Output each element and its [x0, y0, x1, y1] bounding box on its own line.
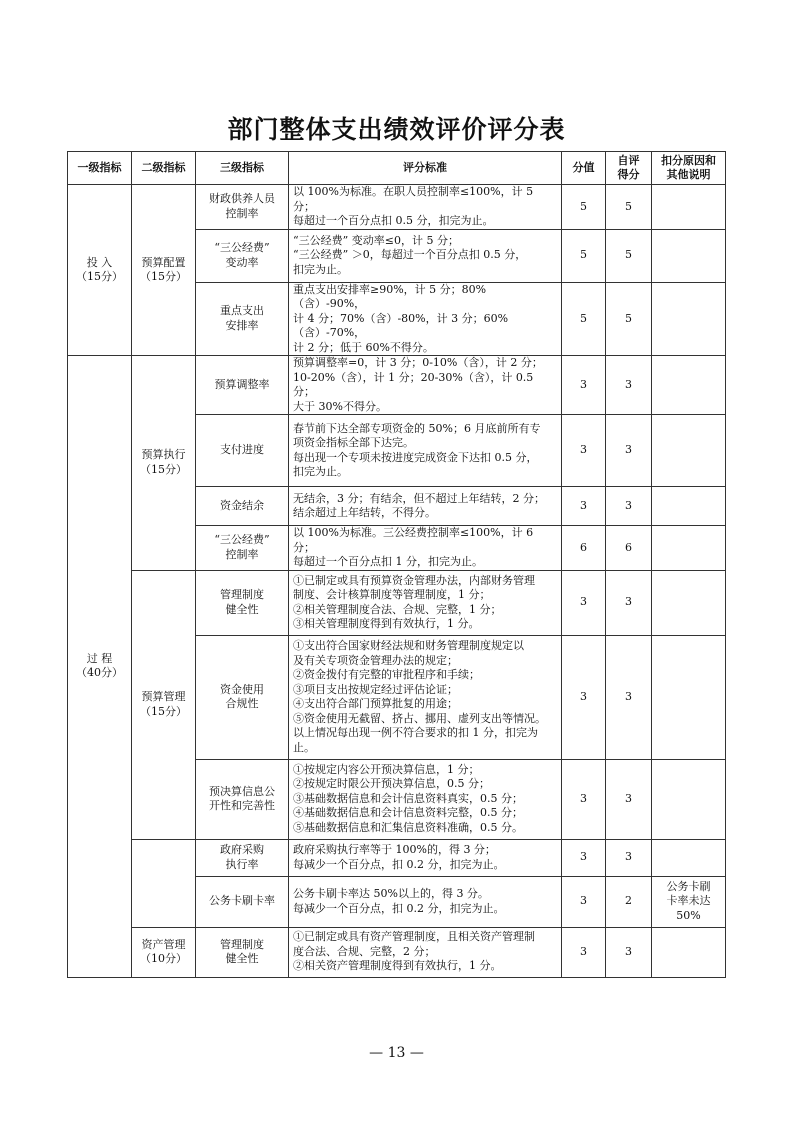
self-score-cell: 3 — [606, 759, 652, 839]
criteria-cell: 无结余，3 分；有结余，但不超过上年结转，2 分； 结余超过上年结转，不得分。 — [289, 487, 562, 526]
note-cell — [652, 570, 726, 635]
criteria-cell: 政府采购执行率等于 100%的，得 3 分； 每减少一个百分点，扣 0.2 分，扣完为止。 — [289, 839, 562, 876]
score-cell: 3 — [562, 839, 606, 876]
level3-cell: 财政供养人员 控制率 — [196, 185, 289, 230]
note-cell — [652, 635, 726, 759]
score-cell: 5 — [562, 185, 606, 230]
criteria-cell: 重点支出安排率≥90%，计 5 分；80%（含）-90%， 计 4 分；70%（含）-80%，计 3 分；60%（含）-70%， 计 2 分；低于 60%不得分。 — [289, 282, 562, 356]
header-cell: 三级指标 — [196, 152, 289, 185]
header-cell: 分值 — [562, 152, 606, 185]
score-cell: 5 — [562, 229, 606, 282]
self-score-cell: 6 — [606, 526, 652, 571]
header-cell: 一级指标 — [68, 152, 132, 185]
level2-cell: 预算执行 （15分） — [132, 356, 196, 571]
criteria-cell: 以 100%为标准。在职人员控制率≤100%，计 5 分； 每超过一个百分点扣 0.5 分，扣完为止。 — [289, 185, 562, 230]
level3-cell: “三公经费” 控制率 — [196, 526, 289, 571]
level3-cell: “三公经费” 变动率 — [196, 229, 289, 282]
criteria-cell: ①支出符合国家财经法规和财务管理制度规定以 及有关专项资金管理办法的规定； ②资金拨付有完整的审批程序和手续； ③项目支出按规定经过评估论证； ④支出符合部门预算批复的用途； ⑤资金使用无截留、挤占、挪用、虚列支出等情况。 以上情况每出现一例不符合要求的扣 1 分，扣完为止。 — [289, 635, 562, 759]
note-cell — [652, 415, 726, 487]
score-cell: 3 — [562, 876, 606, 927]
criteria-cell: ①按规定内容公开预决算信息，1 分； ②按规定时限公开预决算信息，0.5 分； ③基础数据信息和会计信息资料真实，0.5 分； ④基础数据信息和会计信息资料完整，0.5 分； ⑤基础数据信息和汇集信息资料准确，0.5 分。 — [289, 759, 562, 839]
self-score-cell: 3 — [606, 415, 652, 487]
header-cell: 评分标准 — [289, 152, 562, 185]
score-cell: 3 — [562, 570, 606, 635]
note-cell — [652, 356, 726, 415]
level2-cell — [132, 839, 196, 927]
criteria-cell: ①已制定或具有资产管理制度，且相关资产管理制 度合法、合规、完整，2 分； ②相关资产管理制度得到有效执行，1 分。 — [289, 927, 562, 977]
header-row — [68, 152, 726, 185]
score-cell: 6 — [562, 526, 606, 571]
criteria-cell: 预算调整率=0，计 3 分；0-10%（含），计 2 分； 10-20%（含），计 1 分；20-30%（含），计 0.5 分； 大于 30%不得分。 — [289, 356, 562, 415]
note-cell: 公务卡刷 卡率未达 50% — [652, 876, 726, 927]
self-score-cell: 3 — [606, 487, 652, 526]
self-score-cell: 2 — [606, 876, 652, 927]
criteria-cell: 春节前下达全部专项资金的 50%；6 月底前所有专 项资金指标全部下达完。 每出现一个专项未按进度完成资金下达扣 0.5 分， 扣完为止。 — [289, 415, 562, 487]
level3-cell: 重点支出 安排率 — [196, 282, 289, 356]
table-row — [68, 570, 726, 635]
note-cell — [652, 526, 726, 571]
table-row — [68, 927, 726, 977]
level3-cell: 预算调整率 — [196, 356, 289, 415]
note-cell — [652, 839, 726, 876]
header-cell: 扣分原因和 其他说明 — [652, 152, 726, 185]
note-cell — [652, 282, 726, 356]
table-row — [68, 839, 726, 876]
header-cell: 自评 得分 — [606, 152, 652, 185]
score-cell: 3 — [562, 415, 606, 487]
criteria-cell: ①已制定或具有预算资金管理办法，内部财务管理 制度、会计核算制度等管理制度，1 分； ②相关管理制度合法、合规、完整，1 分； ③相关管理制度得到有效执行，1 分。 — [289, 570, 562, 635]
page-number: — 13 — — [369, 1045, 424, 1061]
criteria-cell: 以 100%为标准。三公经费控制率≤100%，计 6 分； 每超过一个百分点扣 1 分，扣完为止。 — [289, 526, 562, 571]
level2-cell: 预算管理 （15分） — [132, 570, 196, 839]
score-cell: 3 — [562, 487, 606, 526]
level2-cell: 资产管理 （10分） — [132, 927, 196, 977]
self-score-cell: 3 — [606, 570, 652, 635]
level3-cell: 管理制度 健全性 — [196, 570, 289, 635]
level3-cell: 公务卡刷卡率 — [196, 876, 289, 927]
score-cell: 3 — [562, 635, 606, 759]
score-cell: 3 — [562, 759, 606, 839]
level3-cell: 资金使用 合规性 — [196, 635, 289, 759]
score-table — [67, 151, 726, 978]
note-cell — [652, 487, 726, 526]
level3-cell: 预决算信息公 开性和完善性 — [196, 759, 289, 839]
level3-cell: 管理制度 健全性 — [196, 927, 289, 977]
level3-cell: 支付进度 — [196, 415, 289, 487]
level3-cell: 政府采购 执行率 — [196, 839, 289, 876]
note-cell — [652, 759, 726, 839]
note-cell — [652, 229, 726, 282]
self-score-cell: 5 — [606, 229, 652, 282]
score-cell: 5 — [562, 282, 606, 356]
score-cell: 3 — [562, 356, 606, 415]
note-cell — [652, 927, 726, 977]
table-row — [68, 185, 726, 230]
table-row — [68, 356, 726, 415]
level1-cell: 投 入 （15分） — [68, 185, 132, 356]
level2-cell: 预算配置 （15分） — [132, 185, 196, 356]
self-score-cell: 5 — [606, 282, 652, 356]
score-cell: 3 — [562, 927, 606, 977]
note-cell — [652, 185, 726, 230]
criteria-cell: 公务卡刷卡率达 50%以上的，得 3 分。 每减少一个百分点，扣 0.2 分，扣完为止。 — [289, 876, 562, 927]
level3-cell: 资金结余 — [196, 487, 289, 526]
self-score-cell: 3 — [606, 839, 652, 876]
self-score-cell: 3 — [606, 356, 652, 415]
criteria-cell: “三公经费” 变动率≤0，计 5 分； “三公经费” ＞0，每超过一个百分点扣 0.5 分， 扣完为止。 — [289, 229, 562, 282]
header-cell: 二级指标 — [132, 152, 196, 185]
self-score-cell: 5 — [606, 185, 652, 230]
page-title: 部门整体支出绩效评价评分表 — [227, 115, 566, 144]
self-score-cell: 3 — [606, 635, 652, 759]
level1-cell: 过 程 （40分） — [68, 356, 132, 978]
self-score-cell: 3 — [606, 927, 652, 977]
